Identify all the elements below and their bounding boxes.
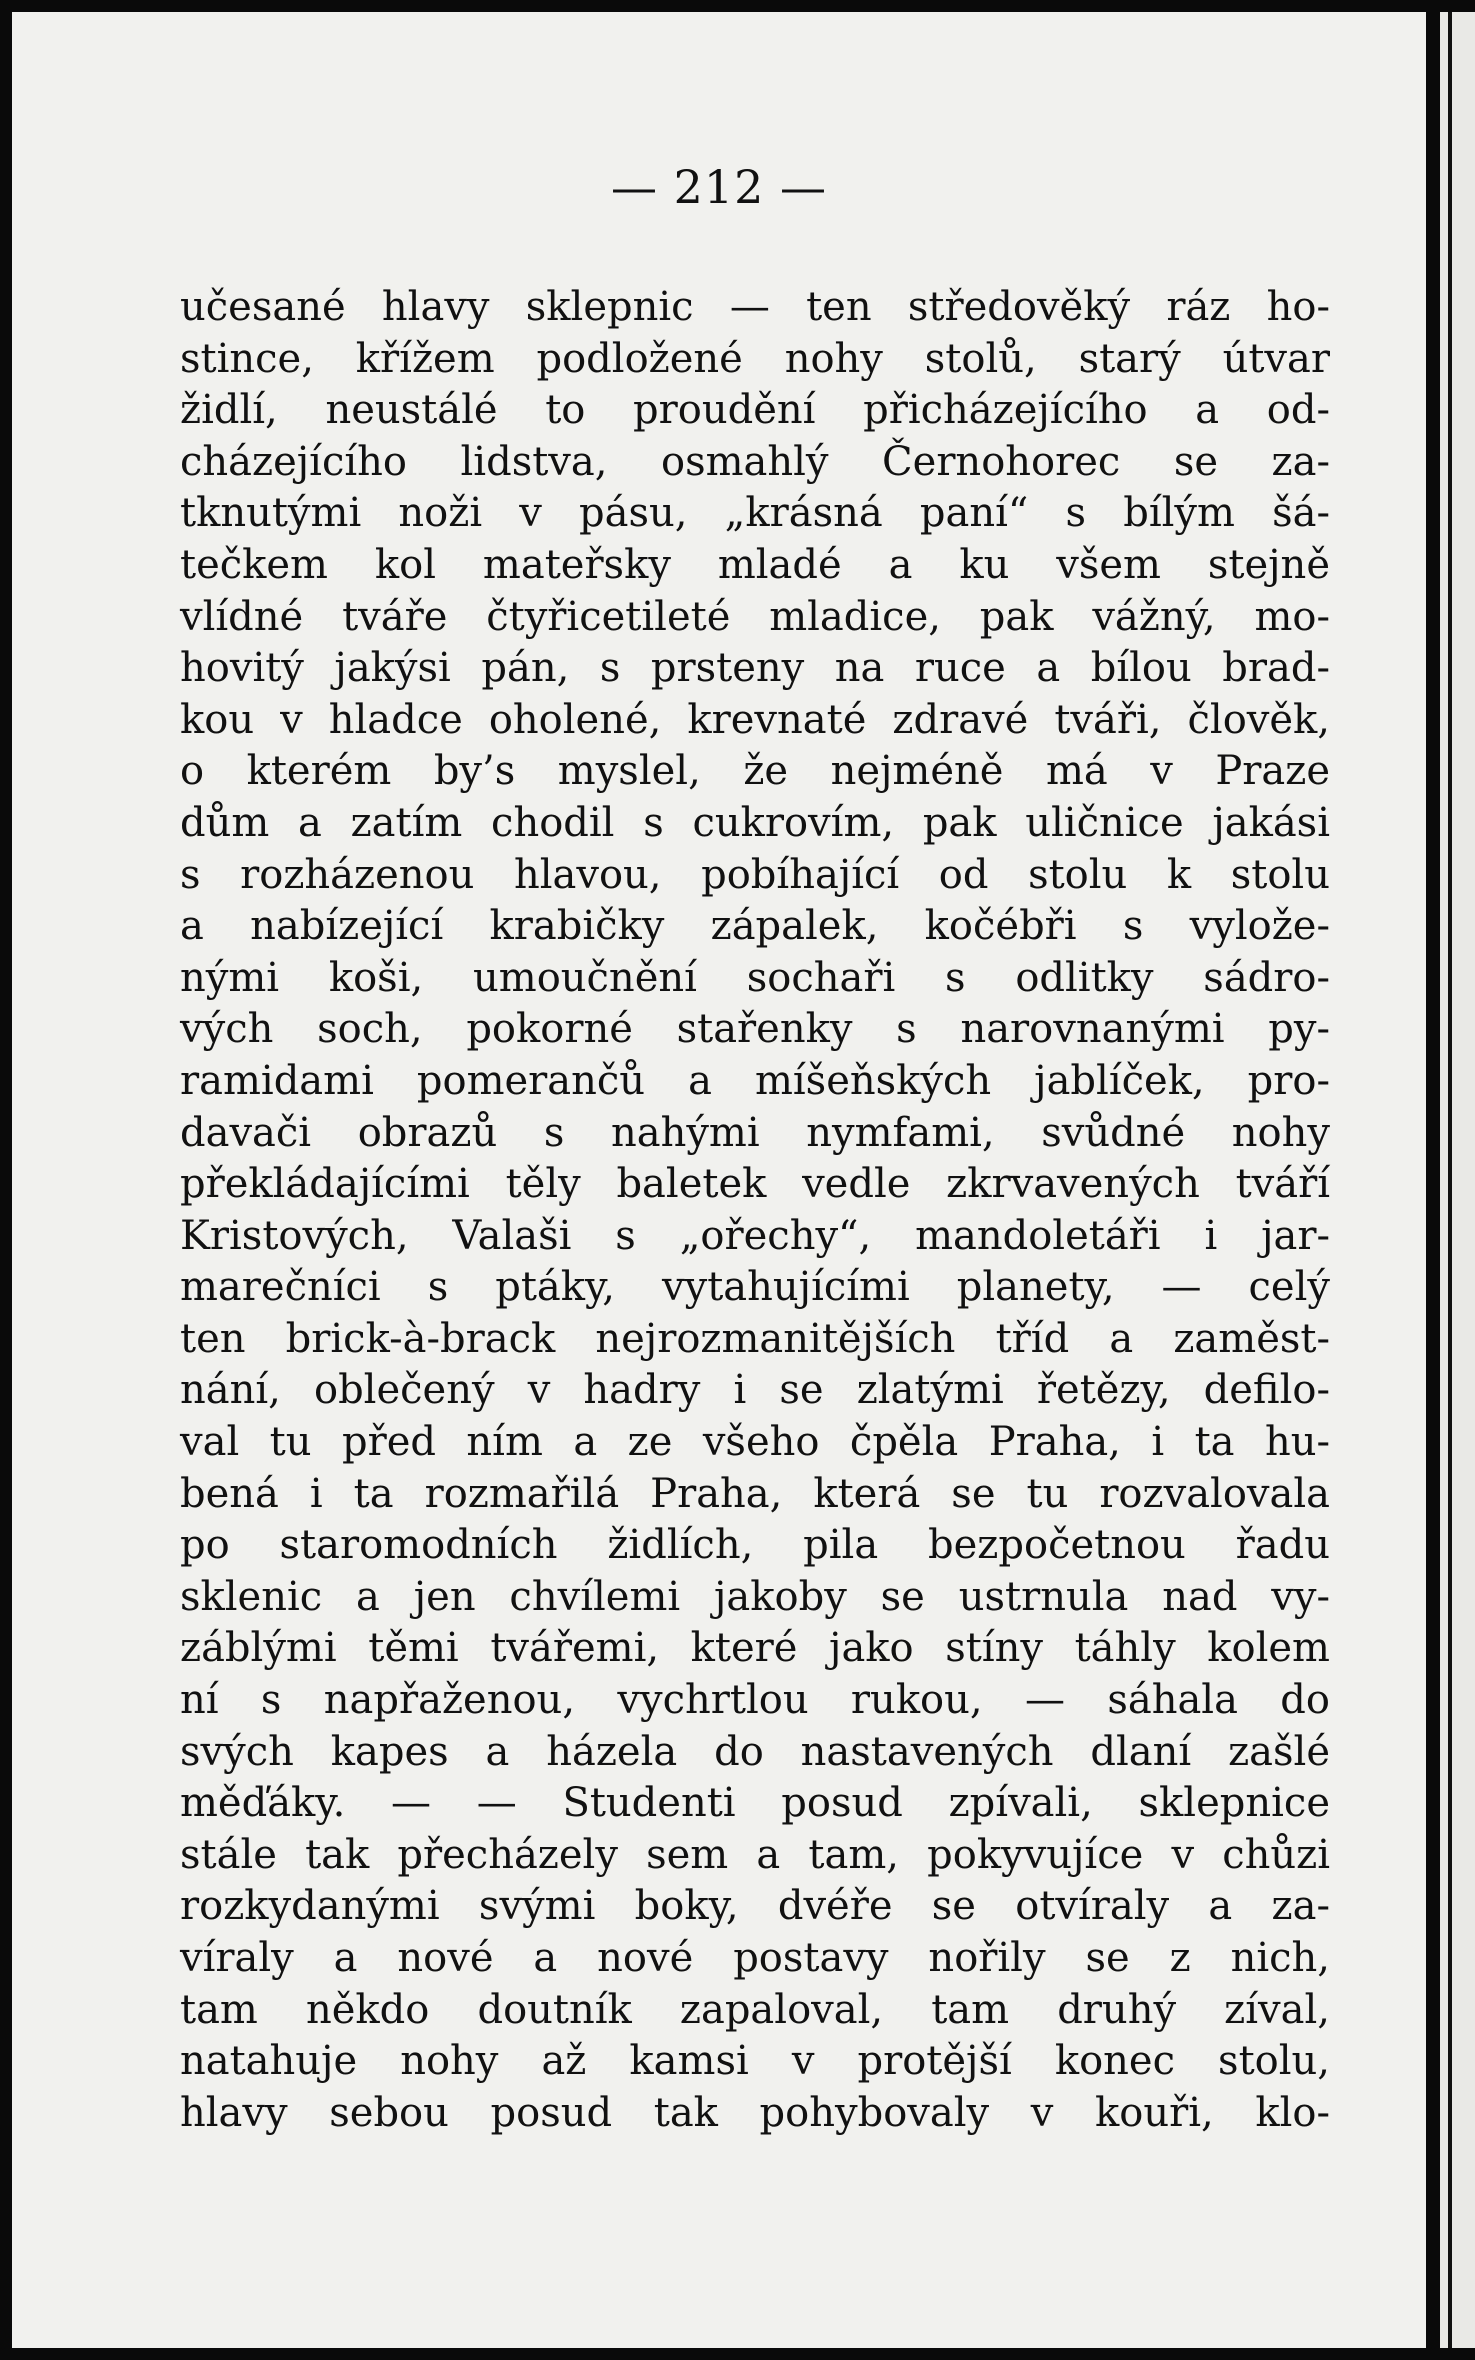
text-line: stále tak přecházely sem a tam, pokyvujíce v chůzi (180, 1831, 1330, 1878)
text-line: záblými těmi tvářemi, které jako stíny táhly kolem (180, 1625, 1330, 1672)
text-line: po staromodních židlích, pila bezpočetnou řadu (180, 1522, 1330, 1569)
text-line: davači obrazů s nahými nymfami, svůdné nohy (180, 1109, 1330, 1156)
text-line: marečníci s ptáky, vytahujícími planety, — celý (180, 1264, 1330, 1311)
text-line: nání, oblečený v hadry i se zlatými řetězy, defilo- (180, 1367, 1330, 1414)
text-line: stince, křížem podložené nohy stolů, starý útvar (180, 335, 1330, 382)
text-line: vých soch, pokorné stařenky s narovnanými py- (180, 1006, 1330, 1053)
text-line: ten brick-à-brack nejrozmanitějších tříd a zaměst- (180, 1315, 1330, 1362)
text-line: překládajícími těly baletek vedle zkrvavených tváří (180, 1161, 1330, 1208)
text-line: nými koši, umoučnění sochaři s odlitky sádro- (180, 954, 1330, 1001)
text-line: hovitý jakýsi pán, s prsteny na ruce a bílou brad- (180, 645, 1330, 692)
text-line: tknutými noži v pásu, „krásná paní“ s bílým šá- (180, 490, 1330, 537)
text-line: ní s napřaženou, vychrtlou rukou, — sáhala do (180, 1677, 1330, 1724)
text-line: vlídné tváře čtyřicetileté mladice, pak vážný, mo- (180, 593, 1330, 640)
text-line: s rozházenou hlavou, pobíhající od stolu k stolu (180, 851, 1330, 898)
text-line: cházejícího lidstva, osmahlý Černohorec se za- (180, 438, 1330, 485)
text-line: sklenic a jen chvílemi jakoby se ustrnula nad vy- (180, 1573, 1330, 1620)
body-text (180, 282, 1330, 2139)
text-line: val tu před ním a ze všeho čpěla Praha, i ta hu- (180, 1419, 1330, 1466)
text-line: kou v hladce oholené, krevnaté zdravé tváři, člověk, (180, 696, 1330, 743)
text-line: hlavy sebou posud tak pohybovaly v kouři, klo- (180, 2089, 1330, 2136)
text-line: natahuje nohy až kamsi v protější konec stolu, (180, 2038, 1330, 2085)
page-edge-line (1448, 12, 1452, 2348)
book-page (12, 12, 1426, 2348)
text-line: svých kapes a házela do nastavených dlaní zašlé (180, 1728, 1330, 1775)
text-line: a nabízející krabičky zápalek, kočébři s vylože- (180, 903, 1330, 950)
text-line: židlí, neustálé to proudění přicházejícího a od- (180, 387, 1330, 434)
text-line: tam někdo doutník zapaloval, tam druhý zíval, (180, 1986, 1330, 2033)
text-line: dům a zatím chodil s cukrovím, pak uličnice jakási (180, 799, 1330, 846)
page-number: — 212 — (610, 160, 828, 214)
text-line: učesané hlavy sklepnic — ten středověký ráz ho- (180, 284, 1330, 330)
text-line: tečkem kol mateřsky mladé a ku všem stejně (180, 541, 1330, 588)
text-line: bená i ta rozmařilá Praha, která se tu rozvalovala (180, 1470, 1330, 1517)
text-line: ramidami pomerančů a míšeňských jablíček, pro- (180, 1057, 1330, 1104)
text-line: o kterém by’s myslel, že nejméně má v Praze (180, 748, 1330, 795)
text-line: rozkydanými svými boky, dvéře se otvíraly a za- (180, 1883, 1330, 1930)
text-line: měďáky. — — Studenti posud zpívali, sklepnice (180, 1780, 1330, 1827)
text-line: Kristových, Valaši s „ořechy“, mandoletáři i jar- (180, 1212, 1330, 1259)
text-line: víraly a nové a nové postavy nořily se z nich, (180, 1935, 1330, 1981)
next-page-edge (1440, 12, 1475, 2348)
